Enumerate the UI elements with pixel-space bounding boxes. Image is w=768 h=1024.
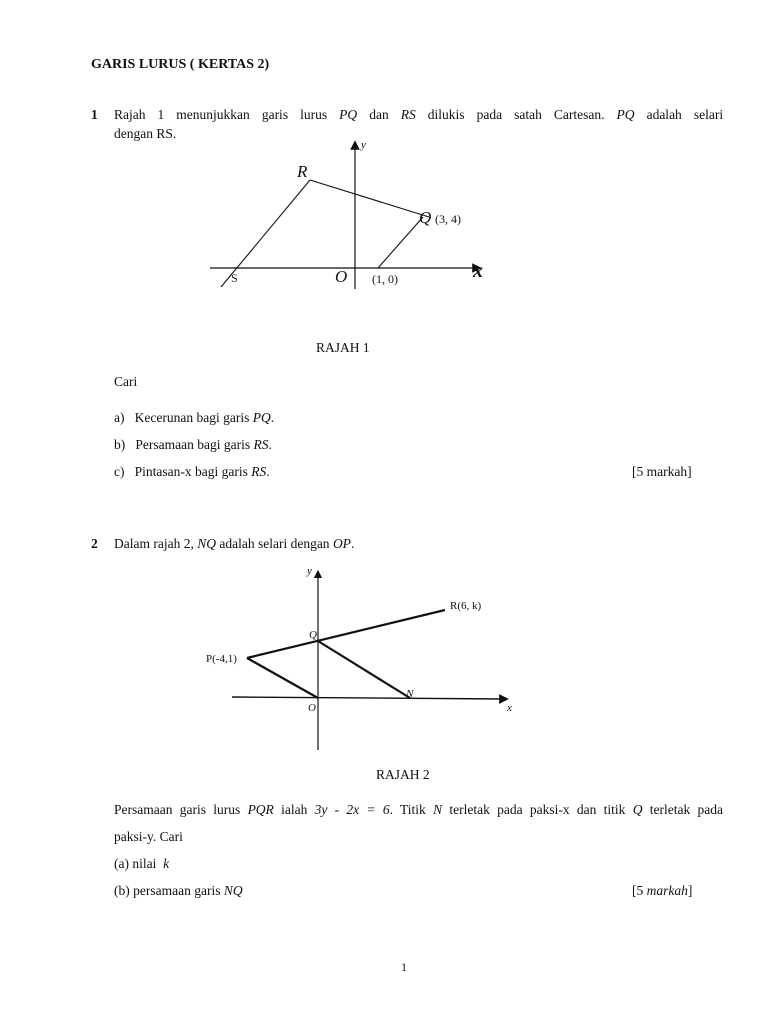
page-number: 1 [401, 960, 407, 974]
point-p-coord: (1, 0) [372, 272, 398, 286]
x-axis-2 [232, 697, 504, 699]
question-2-number: 2 [91, 536, 98, 551]
rajah-1-diagram [205, 137, 495, 297]
question-2-paragraph-line-2: paksi-y. Cari [114, 829, 183, 844]
rajah-2-caption: RAJAH 2 [376, 767, 430, 782]
document-title: GARIS LURUS ( KERTAS 2) [91, 57, 270, 72]
question-1-line-2: dengan RS. [114, 126, 177, 141]
q2-part-a: (a) nilai k [114, 856, 170, 871]
point-q-label-2: Q [309, 629, 317, 641]
point-r-label-2: R(6, k) [450, 600, 482, 612]
q2-marks: [5 markah] [632, 883, 693, 898]
x-axis-label: x [473, 260, 483, 282]
question-1-line-1: Rajah 1 menunjukkan garis lurus PQ dan RS dilukis pada satah Cartesan. PQ adalah selari [114, 107, 724, 122]
point-q-label: Q [419, 208, 432, 227]
x-axis-label-2: x [507, 702, 512, 714]
point-r-label: R [297, 162, 308, 181]
y-axis-label-2: y [307, 565, 312, 577]
q2-part-b: (b) persamaan garis NQ [114, 883, 243, 898]
rajah-1-caption: RAJAH 1 [316, 340, 370, 355]
cari-label: Cari [114, 374, 138, 389]
line-pqr [247, 610, 445, 658]
q1-part-a: a) Kecerunan bagi garis PQ. [114, 410, 275, 425]
line-pq [378, 217, 423, 268]
origin-label-2: O [308, 702, 316, 714]
point-n-label-2: N [406, 688, 414, 700]
q1-part-c: c) Pintasan-x bagi garis RS. [114, 464, 270, 479]
point-s-label: S [231, 271, 238, 285]
point-p-label-2: P(-4,1) [206, 653, 237, 665]
y-axis-label: y [361, 139, 366, 151]
q1-marks: [5 markah] [632, 464, 692, 479]
line-op [247, 658, 318, 698]
line-nq [318, 641, 410, 698]
question-1-number: 1 [91, 107, 98, 122]
point-q-coord: (3, 4) [435, 212, 461, 226]
rajah-2-diagram [206, 560, 520, 760]
q1-part-b: b) Persamaan bagi garis RS. [114, 437, 272, 452]
origin-label: O [335, 267, 348, 286]
question-2-intro: Dalam rajah 2, NQ adalah selari dengan OP. [114, 536, 355, 551]
question-2-paragraph: Persamaan garis lurus PQR ialah 3y - 2x = 6. Titik N terletak pada paksi-x dan titik Q terletak pada [114, 802, 723, 817]
line-rq [310, 180, 429, 217]
